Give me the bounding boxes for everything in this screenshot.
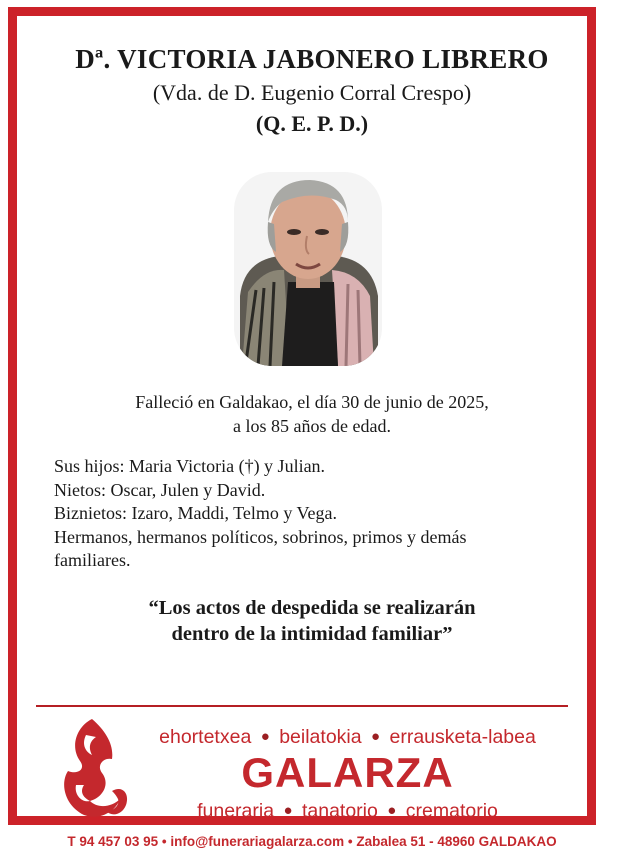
service-item-tanatorio: tanatorio [301,800,378,822]
deceased-name: Dª. VICTORIA JABONERO LIBRERO [75,44,549,74]
service-item-crematorio: crematorio [405,800,498,822]
family-line-children: Sus hijos: Maria Victoria (†) y Julian. [54,456,326,476]
qepd-line: (Q. E. P. D.) [255,111,369,136]
family-line-great-grandchildren: Biznietos: Izaro, Maddi, Telmo y Vega. [54,503,338,523]
name-text: VICTORIA JABONERO LIBRERO [117,44,549,74]
family-line-grandchildren: Nietos: Oscar, Julen y David. [54,479,266,500]
galarza-logo-icon [56,713,132,823]
service-item-funeraria: funeraria [197,800,275,822]
quote-line-2: dentro de la intimidad familiar” [171,623,453,645]
death-line-2: a los 85 años de edad. [233,416,391,436]
service-item-beilatokia: beilatokia [279,726,362,748]
death-line-1: Falleció en Galdakao, el día 30 de junio de 2025, [135,392,489,412]
service-item-errausketa-labea: errausketa-labea [389,726,536,748]
contact-line: T 94 457 03 95 • info@funerariagalarza.com • Zabalea 51 - 48960 GALDAKAO [67,834,557,849]
family-list [54,455,544,573]
brand-name: GALARZA [241,749,454,796]
service-item-ehortetxea: ehortetxea [159,726,252,748]
family-line-relatives-cont: familiares. [54,550,131,570]
family-line-relatives: Hermanos, hermanos políticos, sobrinos, primos y demás [54,526,467,547]
portrait-photo [234,172,382,366]
services-spanish: funeraria ● tanatorio ● crematorio [197,800,498,822]
quote-line-1: “Los actos de despedida se realizarán [148,597,476,619]
divider [36,705,568,707]
name-prefix: Dª [75,44,104,74]
services-basque: ehortetxea ● beilatokia ● errausketa-labea [159,726,536,748]
widow-of-line: (Vda. de D. Eugenio Corral Crespo) [152,80,472,105]
